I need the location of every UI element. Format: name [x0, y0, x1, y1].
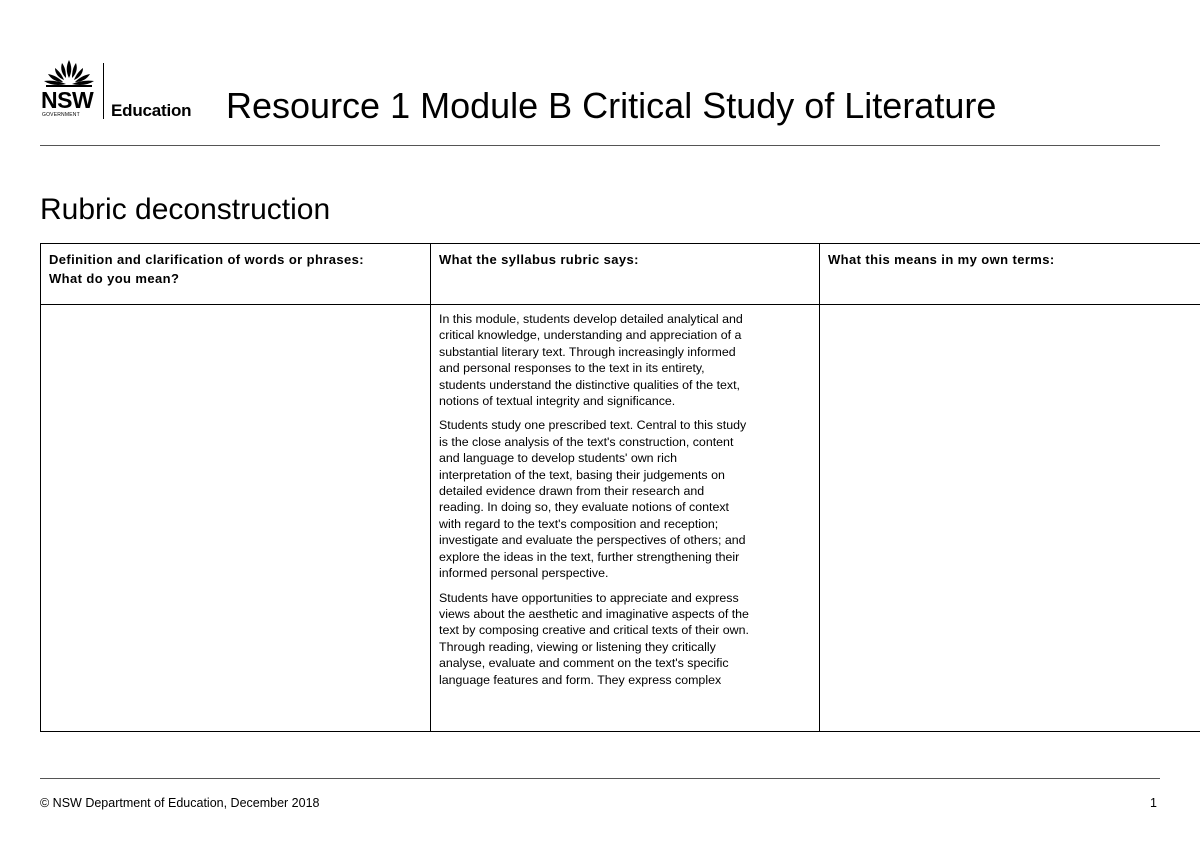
rubric-paragraph — [439, 311, 811, 409]
nsw-education-logo — [40, 58, 220, 120]
definitions-text — [41, 305, 430, 725]
logo-government-text: GOVERNMENT — [42, 112, 80, 118]
logo-education-text: Education — [111, 101, 192, 120]
footer-divider — [40, 778, 1160, 779]
section-title: Rubric deconstruction — [40, 193, 331, 226]
page-header — [40, 56, 1160, 130]
text-line: explore the ideas in the text, further strengthening their — [439, 549, 740, 564]
waratah-icon — [42, 58, 96, 88]
rubric-table — [40, 243, 1200, 732]
text-line: informed personal perspective. — [439, 566, 609, 581]
text-line: substantial literary text. Through increasingly informed — [439, 344, 736, 359]
header-line: Definition and clarification of words or phrases: — [49, 252, 365, 267]
logo-divider — [103, 63, 104, 119]
text-line: investigate and evaluate the perspectives of others; and — [439, 533, 746, 548]
text-line: Through reading, viewing or listening they critically — [439, 639, 716, 654]
text-line: is the close analysis of the text's construction, content — [439, 434, 734, 449]
own-terms-text — [820, 305, 1200, 725]
text-line: and language to develop students' own rich — [439, 451, 677, 466]
own-terms-cell[interactable] — [820, 305, 1200, 732]
text-line: views about the aesthetic and imaginative aspects of the — [439, 606, 749, 621]
rubric-paragraph — [439, 590, 811, 688]
text-line: notions of textual integrity and significance. — [439, 394, 676, 409]
syllabus-rubric-cell — [431, 305, 820, 732]
text-line: language features and form. They express complex — [439, 672, 722, 687]
header-cell-own-terms — [820, 244, 1200, 305]
header-line: What the syllabus rubric says: — [439, 252, 639, 267]
definitions-cell[interactable] — [41, 305, 431, 732]
page-number: 1 — [1150, 796, 1157, 810]
text-line: text by composing creative and critical texts of their own. — [439, 623, 749, 638]
text-line: detailed evidence drawn from their research and — [439, 484, 705, 499]
table-row — [41, 305, 1200, 732]
text-line: reading. In doing so, they evaluate notions of context — [439, 500, 730, 515]
header-line: What this means in my own terms: — [828, 252, 1055, 267]
copyright-notice: © NSW Department of Education, December 2018 — [40, 796, 320, 810]
text-line: students understand the distinctive qualities of the text, — [439, 377, 740, 392]
logo-nsw-text: NSW — [41, 87, 94, 113]
text-line: In this module, students develop detailed analytical and — [439, 312, 743, 326]
document-title: Resource 1 Module B Critical Study of Literature — [226, 85, 997, 126]
rubric-paragraph — [439, 417, 811, 581]
text-line: Students have opportunities to appreciate and express — [439, 590, 739, 605]
header-cell-syllabus — [431, 244, 820, 305]
text-line: analyse, evaluate and comment on the text's specific — [439, 656, 729, 671]
text-line: Students study one prescribed text. Central to this study — [439, 418, 747, 433]
text-line: critical knowledge, understanding and appreciation of a — [439, 328, 742, 343]
text-line: interpretation of the text, basing their judgements on — [439, 467, 725, 482]
header-cell-definitions — [41, 244, 431, 305]
header-line: What do you mean? — [49, 271, 180, 286]
table-header-row — [41, 244, 1200, 305]
text-line: and personal responses to the text in its entirety, — [439, 361, 705, 376]
header-divider — [40, 145, 1160, 146]
text-line: with regard to the text's composition and reception; — [439, 516, 719, 531]
